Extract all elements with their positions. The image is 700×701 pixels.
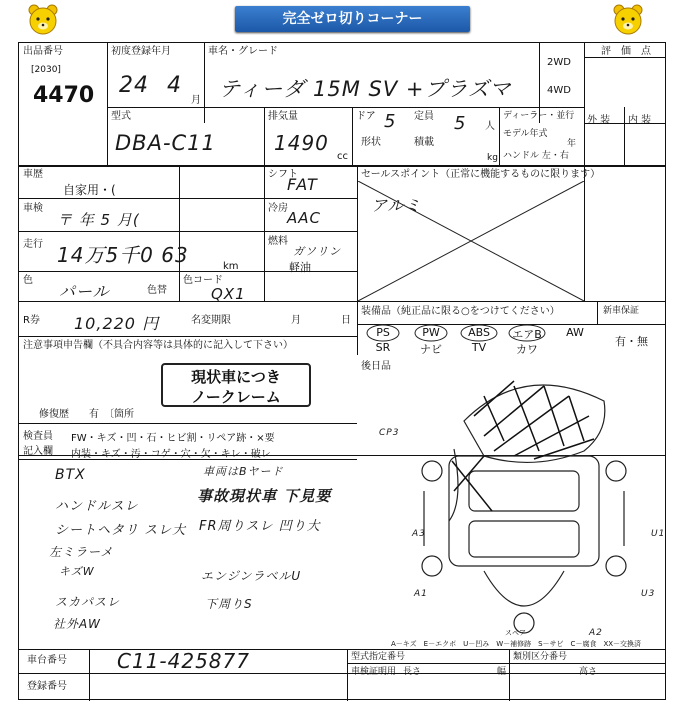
equip-sr: SR xyxy=(375,341,391,354)
equip-leather: カワ xyxy=(516,343,538,356)
carname-label: 車名・グレード xyxy=(208,46,278,57)
bear-mascot-icon xyxy=(26,3,60,37)
shift-label: シフト xyxy=(268,169,298,180)
fuel-label: 燃料 xyxy=(268,236,288,247)
bear-mascot-icon xyxy=(611,3,645,37)
memo-left-5: キズW xyxy=(59,565,95,578)
memo-right-2: 事故現状車 下見要 xyxy=(197,487,332,505)
sales-point-value: アルミ xyxy=(371,196,422,215)
stamp-line-2: ノークレーム xyxy=(191,388,281,406)
car-name: ティーダ 15M SV +プラズマ xyxy=(219,77,512,101)
expire-label: 名変期限 xyxy=(191,315,231,326)
diagram-label-u1: U1 xyxy=(651,529,666,539)
color-change-label: 色替 xyxy=(147,285,167,296)
memo-right-1: 車両はBヤード xyxy=(203,465,284,478)
reg-month: 4 xyxy=(167,73,182,98)
year-unit: 年 xyxy=(567,139,577,149)
handle-label: ハンドル 左・右 xyxy=(503,151,569,161)
first-reg-label: 初度登録年月 xyxy=(111,46,171,57)
height-label: 高さ xyxy=(579,667,598,677)
diagram-label-a2: A2 xyxy=(589,628,603,638)
memo-right-5: 下周りS xyxy=(205,597,253,611)
inspection-value: 〒 年 5 月( xyxy=(57,211,140,229)
memo-left-7: 社外AW xyxy=(53,617,101,631)
shape-label: 形状 xyxy=(361,137,381,148)
km-unit: km xyxy=(223,261,239,272)
drive-2wd: 2WD xyxy=(547,57,571,68)
dealer-label: ディーラー・並行 xyxy=(503,111,575,121)
reg-year: 24 xyxy=(119,73,149,98)
diagram-label-a3: A3 xyxy=(412,529,426,539)
repair-label: 修復歴 有 〔箇所 xyxy=(39,409,134,420)
recorder-label: 記入欄 xyxy=(23,446,53,457)
no-claim-stamp xyxy=(161,363,311,407)
equip-label: 装備品（純正品に限る○をつけてください） xyxy=(361,306,560,317)
expire-day: 日 xyxy=(341,315,351,326)
car-damage-diagram xyxy=(394,361,656,647)
aircon-label: 冷房 xyxy=(268,203,288,214)
exterior-label: 外 装 xyxy=(587,115,611,126)
equip-navi: ナビ xyxy=(420,343,442,356)
person-unit: 人 xyxy=(485,121,495,132)
inspection-label: 車検 xyxy=(23,203,43,214)
equip-ps: PS xyxy=(376,326,390,339)
memo-left-6: スカパスレ xyxy=(55,595,121,609)
sales-point-label: セールスポイント（正常に機能するものに限ります） xyxy=(361,169,601,180)
displacement-label: 排気量 xyxy=(268,111,298,122)
equip-tv: TV xyxy=(471,341,487,354)
equip-pw: PW xyxy=(422,326,440,339)
interior-label: 内 装 xyxy=(628,115,652,126)
lot-number: 4470 xyxy=(33,83,95,108)
fuel-value: ガソリン xyxy=(293,245,341,258)
kg-unit: kg xyxy=(487,153,498,163)
page-title: 完全ゼロ切りコーナー xyxy=(235,6,470,32)
capacity: 5 xyxy=(454,113,467,134)
capacity-label: 定員 xyxy=(414,111,434,122)
notes-label: 注意事項申告欄（不具合内容等は具体的に記入して下さい） xyxy=(23,340,293,351)
equip-aw: AW xyxy=(566,326,584,339)
load-label: 積載 xyxy=(414,137,434,148)
shift-value: FAT xyxy=(287,175,318,194)
inspector-row: FW・キズ・凹・石・ヒビ割・リペア跡・×要 xyxy=(71,433,275,444)
diagram-label-cp3: CP3 xyxy=(379,428,400,438)
diagram-label-a1: A1 xyxy=(414,589,428,599)
width-label: 幅 xyxy=(497,667,507,677)
recorder-row: 内装・キズ・汚・コゲ・穴・欠・キレ・破レ xyxy=(71,449,271,460)
memo-right-3: FR周りスレ 凹り大 xyxy=(199,519,321,534)
cert-label: 車検証明用 xyxy=(351,667,397,677)
cc-unit: cc xyxy=(337,151,348,162)
lot-sub: [2030] xyxy=(31,65,61,75)
stamp-line-1: 現状車につき xyxy=(191,368,281,386)
inspector-label: 検査員 xyxy=(23,431,53,442)
recycle-value: 10,220 円 xyxy=(74,314,160,333)
equip-circles xyxy=(361,321,601,361)
recycle-label: R券 xyxy=(23,315,40,326)
memo-left-1: BTX xyxy=(55,467,86,483)
equip-abs: ABS xyxy=(468,326,490,339)
damage-legend: A－キズ E－エクボ U－凹み W－補修跡 S－サビ C－腐食 XX－交換済 xyxy=(391,640,642,648)
model-code: DBA-C11 xyxy=(115,131,216,155)
memo-left-4: 左ミラーメ xyxy=(49,545,114,559)
registration-label: 登録番号 xyxy=(27,681,67,692)
new-warranty-label: 新車保証 xyxy=(603,306,640,316)
memo-left-2: ハンドルスレ xyxy=(55,499,139,514)
diagram-label-u3: U3 xyxy=(641,589,656,599)
auction-sheet xyxy=(18,42,666,700)
chassis-label: 車台番号 xyxy=(27,655,67,666)
drive-4wd: 4WD xyxy=(547,85,571,96)
eval-label: 評 価 点 xyxy=(601,46,651,57)
door-label: ドア xyxy=(356,111,376,122)
category-value: 自家用・( xyxy=(63,183,116,197)
door-count: 5 xyxy=(384,111,397,132)
mileage-value: 14万5千0 63 xyxy=(57,243,189,267)
month-unit: 月 xyxy=(191,95,201,106)
diagram-label-spare: スペア xyxy=(505,629,526,637)
color-code-label: 色コード xyxy=(183,275,223,286)
color-code-value: QX1 xyxy=(211,285,246,303)
class-label: 類別区分番号 xyxy=(513,652,568,662)
rear-seat-label: 後日品 xyxy=(361,361,391,372)
equip-airbag: エアB xyxy=(512,328,542,341)
displacement: 1490 xyxy=(274,131,329,155)
lot-label: 出品番号 xyxy=(23,46,63,57)
expire-month: 月 xyxy=(291,315,301,326)
color-value: パール xyxy=(59,282,110,301)
color-label: 色 xyxy=(23,275,33,286)
mileage-label: 走行 xyxy=(23,239,43,250)
type-designation-label: 型式指定番号 xyxy=(351,652,406,662)
chassis-number: C11-425877 xyxy=(117,649,250,673)
aircon-value: AAC xyxy=(287,209,321,227)
model-year-label: モデル年式 xyxy=(503,129,548,139)
length-label: 長さ xyxy=(403,667,422,677)
category-label: 車歴 xyxy=(23,169,43,180)
memo-left-3: シートヘタリ スレ大 xyxy=(55,523,187,538)
model-label: 型式 xyxy=(111,111,131,122)
memo-right-4: エンジンラベルU xyxy=(201,569,302,583)
warranty-value: 有・無 xyxy=(615,335,648,348)
fuel-alt: 軽油 xyxy=(289,261,311,274)
